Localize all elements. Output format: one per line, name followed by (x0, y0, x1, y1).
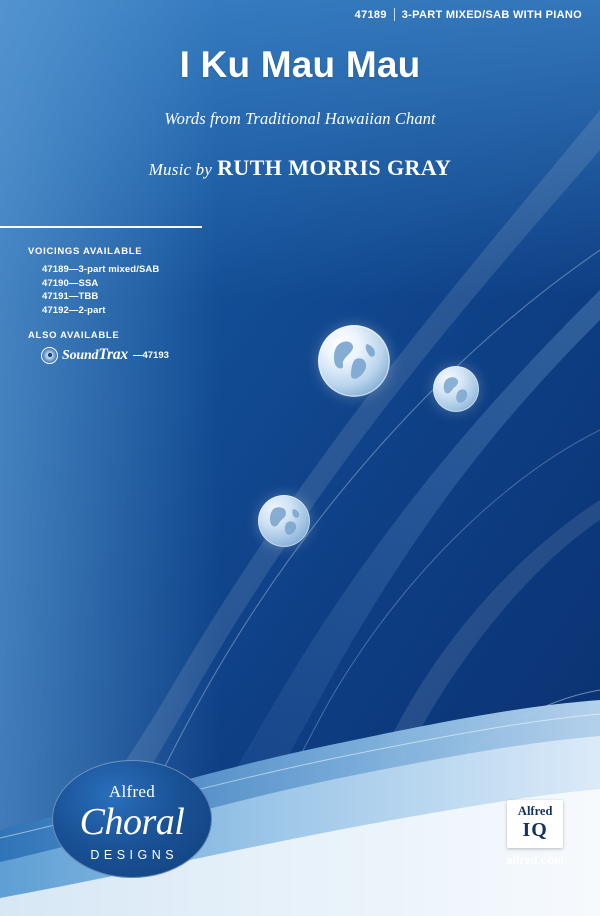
globe-large (318, 325, 390, 397)
composer-name: RUTH MORRIS GRAY (217, 155, 452, 181)
availability-info (28, 246, 169, 364)
composer-credit (0, 155, 600, 181)
alfred-logo (506, 800, 564, 867)
header-divider (394, 8, 395, 21)
soundtrax-number: —47193 (132, 349, 169, 361)
catalog-number: 47189 (354, 8, 387, 21)
soundtrax-wordmark (62, 346, 128, 364)
list-item: 47191—TBB (42, 291, 99, 302)
voicing-label: 3-PART MIXED/SAB WITH PIANO (401, 8, 582, 21)
badge-designs-text: DESIGNS (90, 848, 179, 862)
alfred-logo-wordmark: Alfred (517, 804, 553, 818)
alfred-logo-mark: IQ (522, 819, 548, 841)
list-item: 47189—3-part mixed/SAB (42, 264, 160, 275)
voicings-heading: VOICINGS AVAILABLE (28, 246, 143, 257)
alfred-website-url: alfred.com (506, 855, 564, 867)
earth-globe-icon (318, 325, 390, 397)
subtitle: Words from Traditional Hawaiian Chant (164, 109, 436, 129)
list-item: 47190—SSA (42, 277, 99, 289)
soundtrax-logo (41, 346, 169, 364)
earth-globe-icon (433, 366, 479, 412)
globe-small (258, 495, 310, 547)
badge-alfred-text: Alfred (108, 782, 156, 801)
voicings-list (42, 263, 169, 317)
list-item: 47192—2-part (42, 304, 106, 316)
divider-rule (0, 226, 202, 228)
alfred-choral-designs-badge (52, 760, 212, 878)
title-block (0, 44, 600, 181)
globe-medium (433, 366, 479, 412)
alfred-logo-box (507, 800, 563, 848)
soundtrax-trax: Trax (98, 346, 128, 363)
badge-choral-text: Choral (79, 801, 185, 843)
soundtrax-sound: Sound (62, 348, 99, 363)
earth-globe-icon (258, 495, 310, 547)
page-title: I Ku Mau Mau (179, 44, 421, 85)
music-by-label: Music by (148, 160, 213, 180)
also-available-heading: ALSO AVAILABLE (28, 330, 120, 341)
header-strip (355, 8, 582, 21)
cd-disc-icon (41, 347, 58, 364)
